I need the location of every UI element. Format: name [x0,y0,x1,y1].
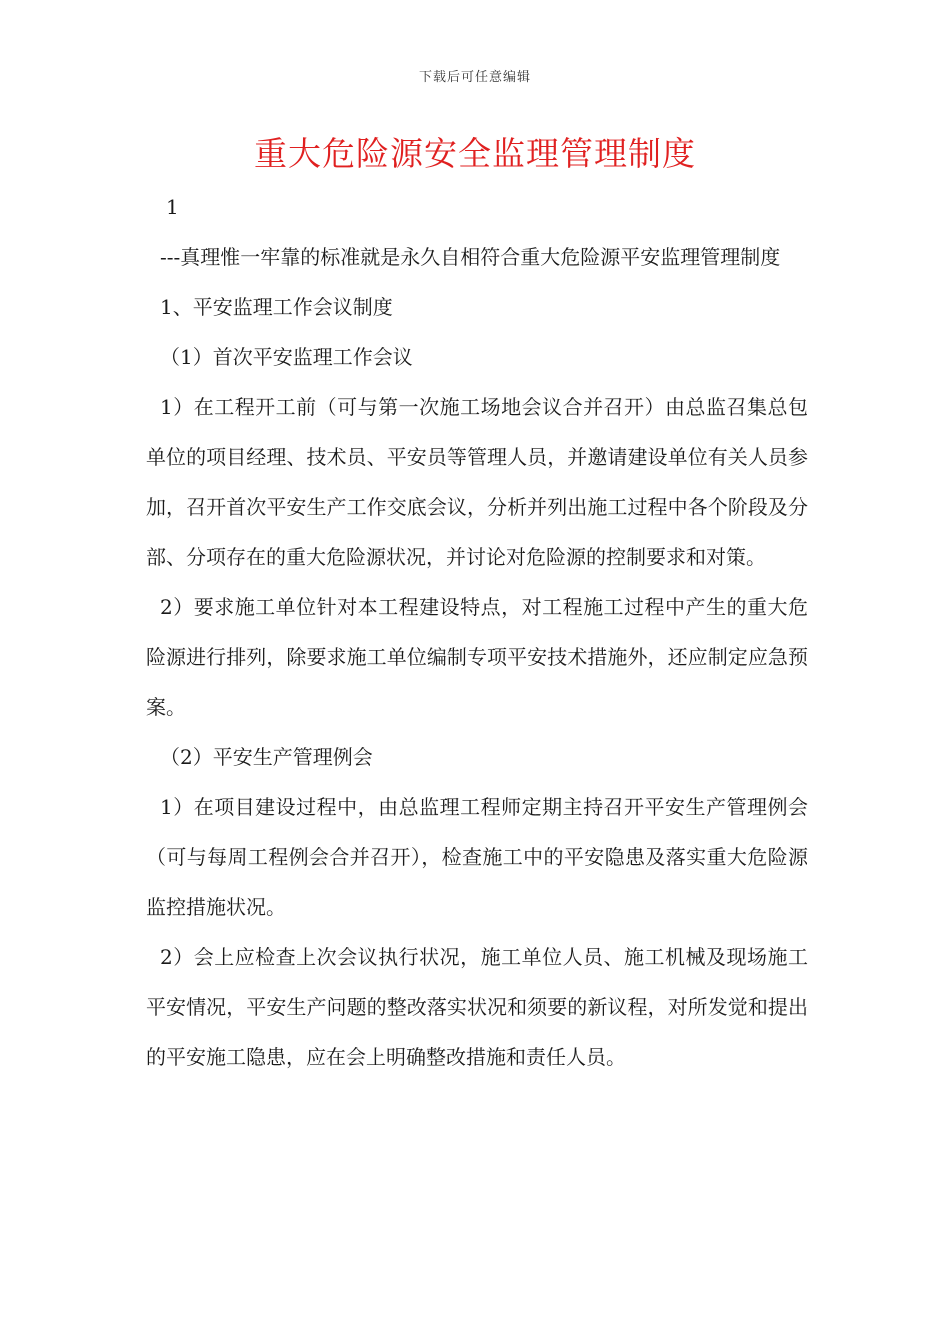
paragraph-item-2-2: 2）会上应检查上次会议执行状况，施工单位人员、施工机械及现场施工平安情况，平安生产问题的整改落实状况和须要的新议程，对所发觉和提出的平安施工隐患，应在会上明确整改措施和责任人员。 [146,945,808,1069]
subsection-heading-1: （1）首次平安监理工作会议 [160,345,413,369]
page-header-note: 下载后可任意编辑 [418,70,531,85]
page-number-label: 1 [166,195,179,219]
paragraph-item-1-1: 1）在工程开工前（可与第一次施工场地会议合并召开）由总监召集总包单位的项目经理、技术员、平安员等管理人员，并邀请建设单位有关人员参加，召开首次平安生产工作交底会议，分析并列出施工过程中各个阶段及分部、分项存在的重大危险源状况，并讨论对危险源的控制要求和对策。 [146,395,808,569]
paragraph-item-2-1: 1）在项目建设过程中，由总监理工程师定期主持召开平安生产管理例会（可与每周工程例会合并召开），检查施工中的平安隐患及落实重大危险源监控措施状况。 [146,795,808,919]
paragraph-intro: ---真理惟一牢靠的标准就是永久自相符合重大危险源平安监理管理制度 [160,245,781,269]
section-heading-1: 1、平安监理工作会议制度 [160,295,393,319]
subsection-heading-2: （2）平安生产管理例会 [160,745,373,769]
document-body [146,182,808,1082]
document-title: 重大危险源安全监理管理制度 [254,134,696,173]
paragraph-item-1-2: 2）要求施工单位针对本工程建设特点，对工程施工过程中产生的重大危险源进行排列，除要求施工单位编制专项平安技术措施外，还应制定应急预案。 [146,595,808,719]
